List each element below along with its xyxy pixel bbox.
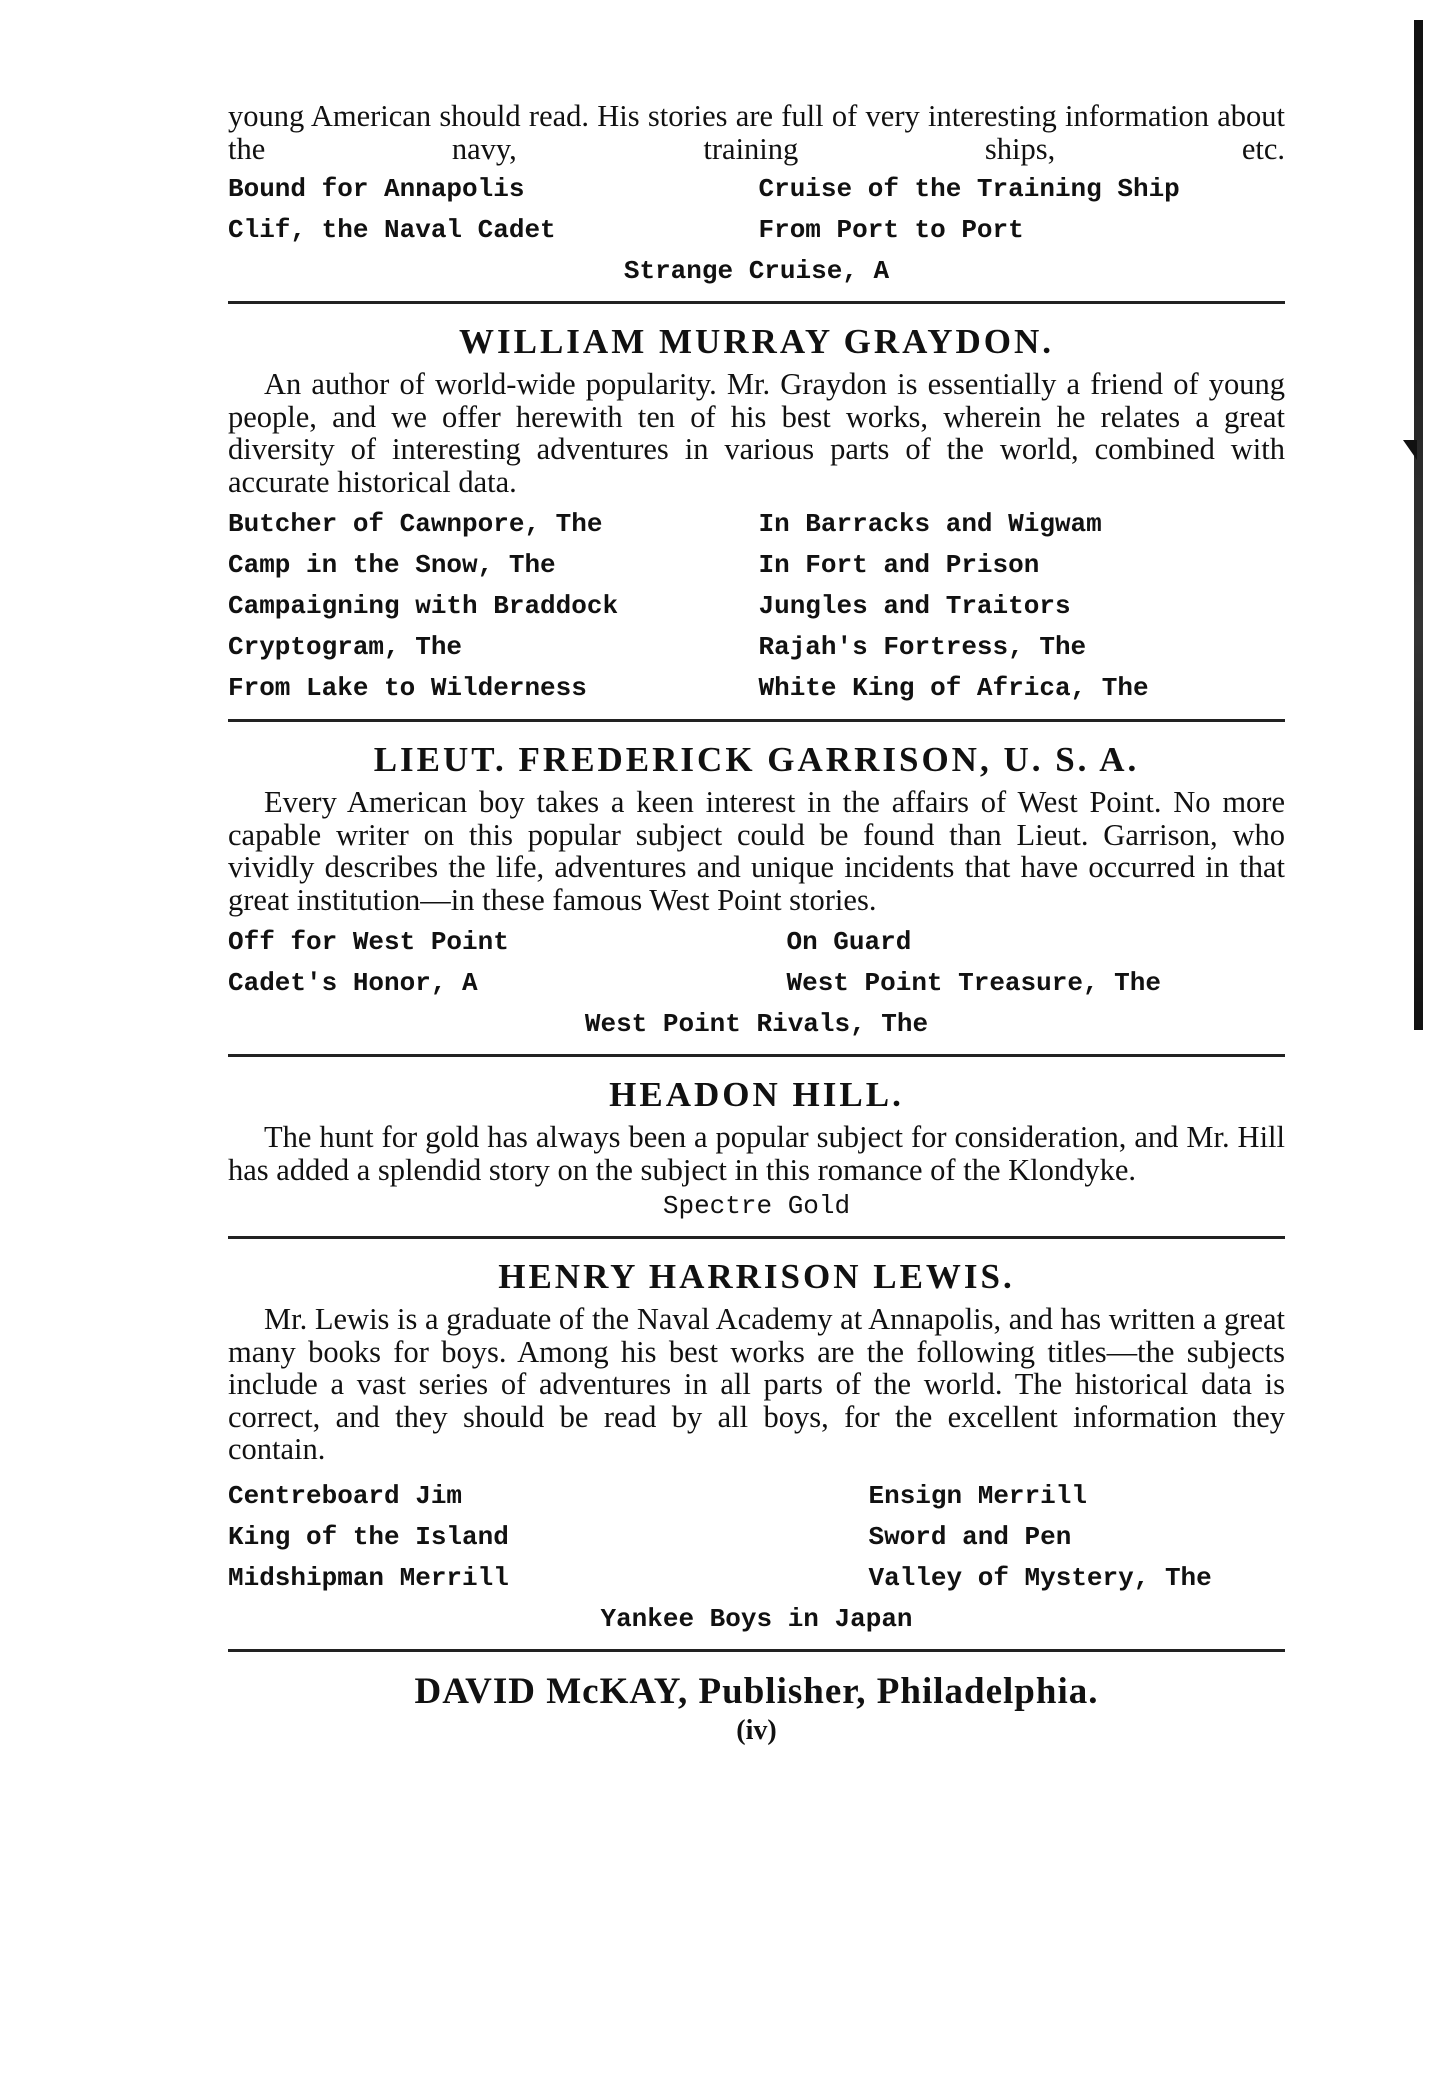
author-titles	[228, 504, 1285, 709]
book-title-centered: Yankee Boys in Japan	[600, 1603, 913, 1634]
page-number: (iv)	[736, 1714, 777, 1746]
author-description: Mr. Lewis is a graduate of the Naval Academy at Annapolis, and has written a great many books for boys. Among his best works are the following titles—the subjects include a vast series of adventures in all parts of the world. The historical data is correct, and they should be read by all boys, for the excellent information they contain.	[228, 1302, 1285, 1466]
section-divider	[228, 719, 1285, 722]
scan-edge-shadow	[1414, 20, 1423, 1030]
author-heading: LIEUT. FREDERICK GARRISON, U. S. A.	[373, 740, 1140, 779]
catalog-page	[228, 100, 1285, 1748]
author-section-graydon	[228, 322, 1285, 709]
book-title: Rajah's Fortress, The	[758, 632, 1087, 662]
book-title: Midshipman Merrill	[228, 1562, 509, 1593]
book-title-centered: West Point Rivals, The	[584, 1009, 929, 1039]
intro-titles	[228, 169, 1285, 251]
book-title: Cruise of the Training Ship	[758, 174, 1180, 204]
book-title: Centreboard Jim	[228, 1480, 463, 1511]
author-description: The hunt for gold has always been a popular subject for consideration, and Mr. Hill has added a splendid story on the subject in this romance of the Klondyke.	[228, 1120, 1285, 1187]
book-title: Butcher of Cawnpore, The	[228, 509, 603, 539]
book-title: Off for West Point	[228, 927, 509, 957]
author-description: Every American boy takes a keen interest in the affairs of West Point. No more capable writer on this popular subject could be found than Lieut. Garrison, who vividly describes the life, adventures and unique incidents that have occurred in that great institution—in these famous West Point stories.	[228, 785, 1285, 917]
author-heading: HENRY HARRISON LEWIS.	[498, 1257, 1015, 1296]
author-titles	[228, 922, 1285, 1004]
book-title: Sword and Pen	[868, 1521, 1072, 1552]
book-title: Cryptogram, The	[228, 632, 463, 662]
section-divider	[228, 301, 1285, 304]
book-title: In Barracks and Wigwam	[758, 509, 1102, 539]
book-title-centered: Spectre Gold	[662, 1191, 851, 1221]
intro-text: young American should read. His stories are full of very interesting information about the navy, training ships, etc.	[228, 99, 1285, 166]
author-section-hill	[228, 1075, 1285, 1226]
book-title: Clif, the Naval Cadet	[228, 215, 556, 245]
author-section-garrison	[228, 740, 1285, 1044]
page-footer	[228, 1670, 1285, 1748]
author-heading: WILLIAM MURRAY GRAYDON.	[458, 322, 1054, 361]
book-title: Valley of Mystery, The	[868, 1562, 1212, 1593]
author-titles	[228, 1476, 1285, 1599]
book-title: Cadet's Honor, A	[228, 968, 478, 998]
author-description: An author of world-wide popularity. Mr. Graydon is essentially a friend of young people, and we offer herewith ten of his best works, wherein he relates a great diversity of interesting adventures in various parts of the world, combined with accurate historical data.	[228, 367, 1285, 499]
author-heading: HEADON HILL.	[609, 1075, 904, 1114]
book-title: Camp in the Snow, The	[228, 550, 556, 580]
book-title: White King of Africa, The	[758, 673, 1149, 703]
book-title: Campaigning with Braddock	[228, 591, 619, 621]
section-divider	[228, 1054, 1285, 1057]
scan-edge-notch	[1403, 440, 1417, 460]
book-title: From Lake to Wilderness	[228, 673, 587, 703]
book-title: On Guard	[786, 927, 912, 957]
book-title-centered: Strange Cruise, A	[623, 256, 890, 286]
book-title: In Fort and Prison	[758, 550, 1040, 580]
book-title: Jungles and Traitors	[758, 591, 1071, 621]
book-title: West Point Treasure, The	[786, 968, 1161, 998]
author-section-lewis	[228, 1257, 1285, 1639]
publisher-line: DAVID McKAY, Publisher, Philadelphia.	[414, 1670, 1099, 1712]
intro-section	[228, 100, 1285, 291]
section-divider	[228, 1649, 1285, 1652]
book-title: From Port to Port	[758, 215, 1024, 245]
book-title: Bound for Annapolis	[228, 174, 525, 204]
book-title: King of the Island	[228, 1521, 509, 1552]
book-title: Ensign Merrill	[868, 1480, 1087, 1511]
section-divider	[228, 1236, 1285, 1239]
